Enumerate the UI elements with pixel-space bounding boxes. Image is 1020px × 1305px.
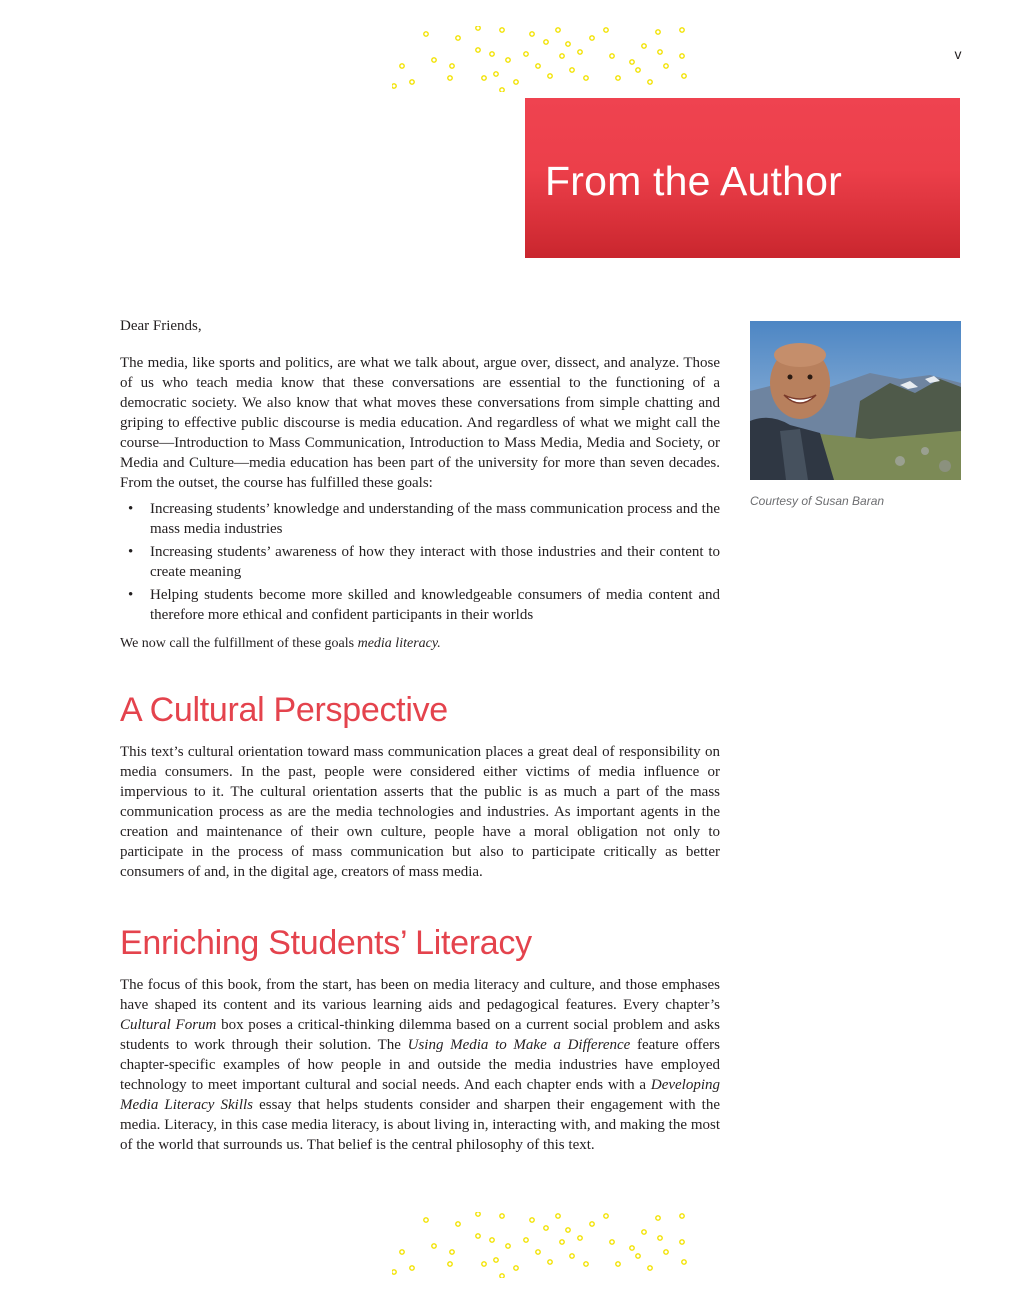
decorative-dot [506, 1244, 510, 1248]
decorative-dot [680, 1214, 684, 1218]
bullet-icon: • [128, 587, 134, 603]
decorative-dot-pattern-bottom [392, 1212, 688, 1278]
decorative-dot [482, 76, 486, 80]
decorative-dot [500, 1274, 504, 1278]
section-heading-enriching-literacy: Enriching Students’ Literacy [120, 924, 532, 962]
decorative-dot [556, 1214, 560, 1218]
decorative-dot [630, 60, 634, 64]
decorative-dot [658, 50, 662, 54]
decorative-dot [664, 64, 668, 68]
decorative-dot [424, 1218, 428, 1222]
banner-title: From the Author [545, 158, 842, 204]
decorative-dot [570, 1254, 574, 1258]
decorative-dot [604, 28, 608, 32]
greeting: Dear Friends, [120, 318, 202, 334]
letter-body [120, 316, 720, 1155]
decorative-dot [656, 1216, 660, 1220]
decorative-dot [500, 88, 504, 92]
closing-term: media literacy. [357, 636, 441, 651]
text-run: essay that helps students consider and sharpen their engagement with the media. Literacy, in this case media literacy, is about living in, interacting with, and making the most of the world that surrounds us. That belief is the central philosophy of this text. [120, 1097, 720, 1153]
decorative-dot [578, 50, 582, 54]
list-item [120, 499, 720, 539]
goal-text: Increasing students’ awareness of how they interact with those industries and their content to create meaning [150, 544, 720, 580]
decorative-dot [410, 80, 414, 84]
decorative-dot [476, 1212, 480, 1216]
decorative-dot [664, 1250, 668, 1254]
decorative-dot [578, 1236, 582, 1240]
text-run: feature offers chapter-specific examples of how people in and outside the media industries have employed technology to meet important cultural and social needs. And each chapter ends with a [120, 1037, 720, 1093]
decorative-dot [410, 1266, 414, 1270]
decorative-dot [604, 1214, 608, 1218]
decorative-dot [500, 1214, 504, 1218]
decorative-dot [530, 32, 534, 36]
decorative-dot [680, 54, 684, 58]
decorative-dot [610, 54, 614, 58]
decorative-dot [494, 1258, 498, 1262]
author-portrait-icon [750, 321, 961, 480]
decorative-dot [432, 1244, 436, 1248]
decorative-dot [476, 26, 480, 30]
decorative-dot [648, 80, 652, 84]
bullet-icon: • [128, 544, 134, 560]
decorative-dot [424, 32, 428, 36]
decorative-dot [450, 64, 454, 68]
cultural-perspective-paragraph: This text’s cultural orientation toward mass communication places a great deal of responsibility on media consumers. In the past, people were considered either victims of media influence or impervious to it. The cultural orientation asserts that the public is as much a part of the mass communication process as are the media technologies and industries. As important agents in the creation and maintenance of their own culture, people have a moral obligation not only to participate in the process of mass communication but also to participate critically as better consumers of and, in the digital age, creators of mass media. [120, 744, 720, 880]
decorative-dot [630, 1246, 634, 1250]
decorative-dot [590, 1222, 594, 1226]
list-item [120, 542, 720, 582]
bullet-icon: • [128, 501, 134, 517]
closing-prefix: We now call the fulfillment of these goals [120, 636, 358, 651]
decorative-dot [560, 54, 564, 58]
decorative-dot [584, 1262, 588, 1266]
page-number: v [954, 46, 962, 62]
decorative-dot [556, 28, 560, 32]
decorative-dot [456, 36, 460, 40]
feature-name: Using Media to Make a Difference [407, 1037, 631, 1053]
closing-line [120, 634, 720, 654]
decorative-dot [548, 74, 552, 78]
decorative-dot [658, 1236, 662, 1240]
decorative-dot [400, 1250, 404, 1254]
decorative-dot [682, 1260, 686, 1264]
intro-paragraph: The media, like sports and politics, are what we talk about, argue over, dissect, and analyze. Those of us who teach media know that these conversations are essential to the functioning of a democratic society. We also know that what moves these conversations from simple chatting and griping to effective public discourse is media education. And regardless of what we might call the course—Introduction to Mass Communication, Introduction to Mass Media, Media and Society, or Media and Culture—media education has been part of the university for more than seven decades. From the outset, the course has fulfilled these goals: [120, 355, 720, 491]
goal-text: Increasing students’ knowledge and understanding of the mass communication process and the mass media industries [150, 501, 720, 537]
decorative-dot [544, 40, 548, 44]
decorative-dot [482, 1262, 486, 1266]
decorative-dot [590, 36, 594, 40]
decorative-dot [524, 52, 528, 56]
decorative-dot [506, 58, 510, 62]
decorative-dot [680, 28, 684, 32]
decorative-dot [682, 74, 686, 78]
decorative-dot [536, 1250, 540, 1254]
photo-caption: Courtesy of Susan Baran [750, 494, 885, 508]
decorative-dot [656, 30, 660, 34]
decorative-dot [642, 44, 646, 48]
decorative-dot [570, 68, 574, 72]
decorative-dot [616, 1262, 620, 1266]
decorative-dot [392, 84, 396, 88]
decorative-dot [530, 1218, 534, 1222]
list-item [120, 585, 720, 625]
decorative-dot [392, 1270, 396, 1274]
decorative-dot [560, 1240, 564, 1244]
decorative-dot [432, 58, 436, 62]
decorative-dot [636, 68, 640, 72]
decorative-dot [584, 76, 588, 80]
author-photo [750, 321, 961, 480]
decorative-dot [490, 52, 494, 56]
decorative-dot [494, 72, 498, 76]
decorative-dot [536, 64, 540, 68]
decorative-dot [616, 76, 620, 80]
goals-list [120, 499, 720, 625]
text-run: box poses a critical-thinking dilemma based on a current social problem and asks students to work through their solution. The [120, 1017, 720, 1053]
decorative-dot [566, 1228, 570, 1232]
decorative-dot [566, 42, 570, 46]
decorative-dot [642, 1230, 646, 1234]
chapter-banner [525, 98, 960, 258]
decorative-dot [648, 1266, 652, 1270]
decorative-dot [524, 1238, 528, 1242]
decorative-dot-pattern-top [392, 26, 688, 92]
section-heading-cultural-perspective: A Cultural Perspective [120, 691, 448, 729]
decorative-dot [456, 1222, 460, 1226]
enriching-literacy-paragraph [120, 975, 720, 1155]
decorative-dot [514, 80, 518, 84]
decorative-dot [476, 48, 480, 52]
decorative-dot [476, 1234, 480, 1238]
decorative-dot [448, 1262, 452, 1266]
decorative-dot [500, 28, 504, 32]
decorative-dot [610, 1240, 614, 1244]
decorative-dot [490, 1238, 494, 1242]
decorative-dot [680, 1240, 684, 1244]
decorative-dot [400, 64, 404, 68]
decorative-dot [448, 76, 452, 80]
goal-text: Helping students become more skilled and knowledgeable consumers of media content and therefore more ethical and confident participants in their worlds [150, 587, 720, 623]
decorative-dot [514, 1266, 518, 1270]
decorative-dot [544, 1226, 548, 1230]
text-run: The focus of this book, from the start, has been on media literacy and culture, and those emphases have shaped its content and its various learning aids and pedagogical features. Every chapter’s [120, 977, 720, 1013]
decorative-dot [450, 1250, 454, 1254]
feature-name: Developing Media Literacy Skills [120, 1077, 720, 1113]
decorative-dot [548, 1260, 552, 1264]
feature-name: Cultural Forum [120, 1017, 217, 1033]
decorative-dot [636, 1254, 640, 1258]
